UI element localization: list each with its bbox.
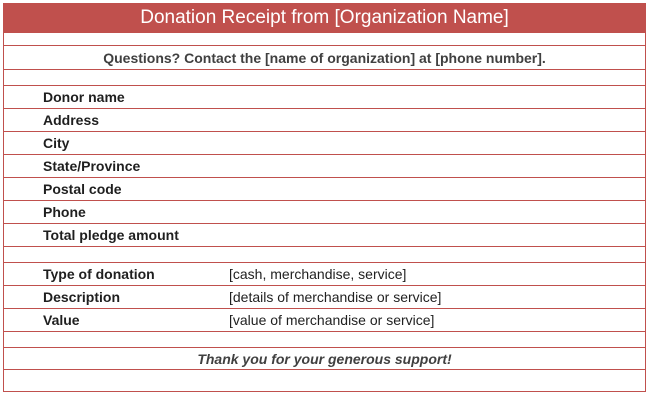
field-total-pledge-amount [4, 223, 645, 246]
field-donor-name [4, 85, 645, 108]
blank-row [4, 246, 645, 262]
contact-line: Questions? Contact the [name of organization] at [phone number]. [4, 45, 645, 69]
blank-row [4, 32, 645, 45]
field-label: Phone [43, 204, 86, 220]
field-phone [4, 200, 645, 223]
field-label: Postal code [43, 181, 122, 197]
field-label: Total pledge amount [43, 227, 179, 243]
field-description [4, 285, 645, 308]
field-value: [details of merchandise or service] [229, 289, 442, 305]
field-postal-code [4, 177, 645, 200]
receipt-title: Donation Receipt from [Organization Name] [4, 4, 645, 32]
donation-receipt [3, 3, 646, 392]
blank-row [4, 69, 645, 85]
blank-row [4, 331, 645, 347]
field-city [4, 131, 645, 154]
blank-row [4, 369, 645, 391]
field-value: [value of merchandise or service] [229, 312, 435, 328]
field-label: State/Province [43, 158, 141, 174]
field-label: City [43, 135, 70, 151]
field-state-province [4, 154, 645, 177]
thank-you-message: Thank you for your generous support! [4, 347, 645, 369]
field-label: Donor name [43, 89, 125, 105]
field-label: Value [43, 312, 80, 328]
field-label: Description [43, 289, 121, 305]
field-type-of-donation [4, 262, 645, 285]
field-label: Address [43, 112, 100, 128]
field-value: [cash, merchandise, service] [229, 266, 407, 282]
field-value [4, 308, 645, 331]
field-address [4, 108, 645, 131]
field-label: Type of donation [43, 266, 155, 282]
